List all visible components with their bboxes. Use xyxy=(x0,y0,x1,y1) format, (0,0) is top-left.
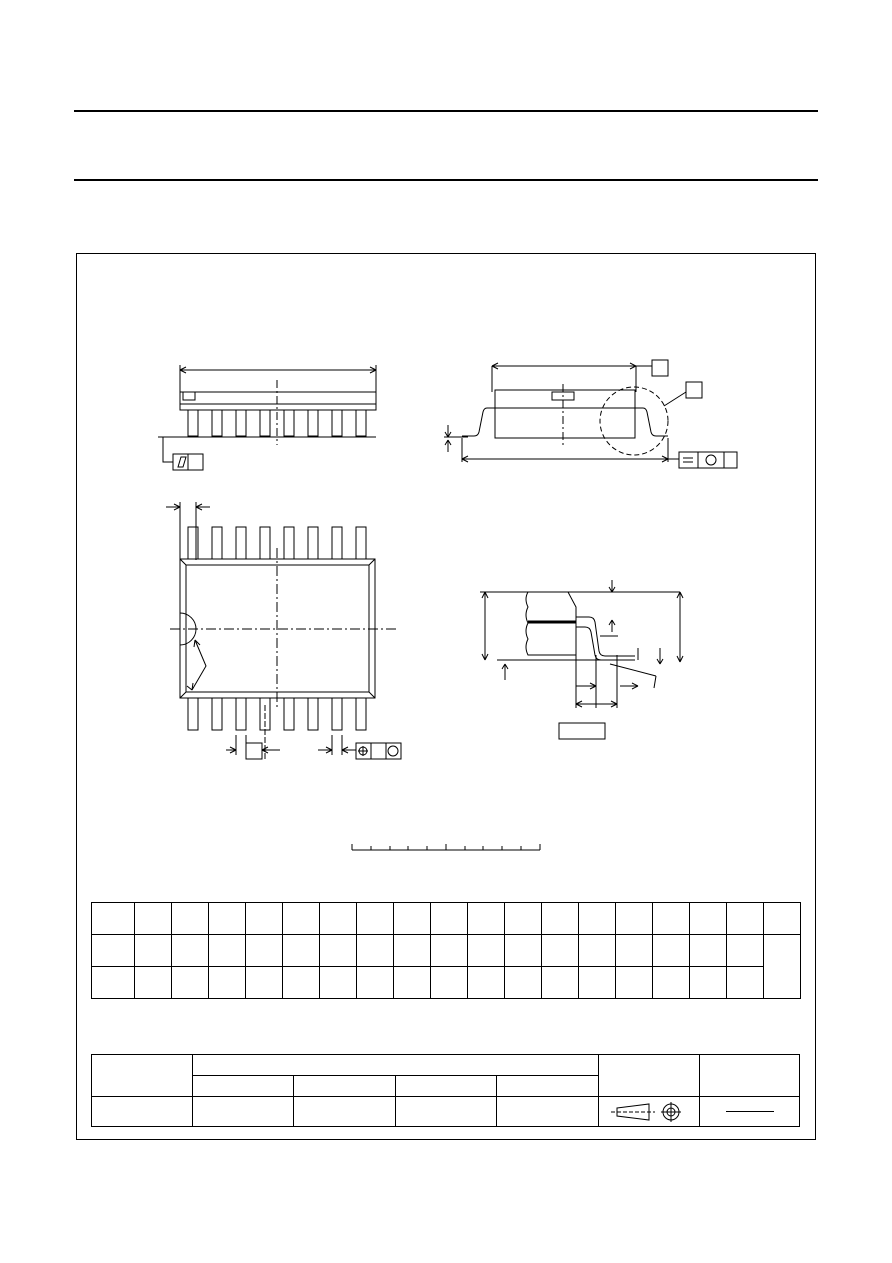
dimension-header-row xyxy=(92,903,801,935)
scale-bar xyxy=(352,844,540,850)
side-view xyxy=(158,365,376,470)
third-angle-projection-icon xyxy=(609,1100,689,1124)
dimension-table xyxy=(91,902,801,999)
dimension-row xyxy=(92,967,801,999)
issue-date-cell xyxy=(700,1097,800,1127)
projection-symbol-cell xyxy=(599,1097,700,1127)
end-view xyxy=(444,360,737,468)
dimension-row xyxy=(92,935,801,967)
outline-version-table xyxy=(91,1054,800,1127)
detail-view xyxy=(480,580,683,739)
top-view xyxy=(166,502,401,760)
issue-date-rule xyxy=(726,1111,774,1112)
top-view-leads-lower xyxy=(188,698,366,730)
